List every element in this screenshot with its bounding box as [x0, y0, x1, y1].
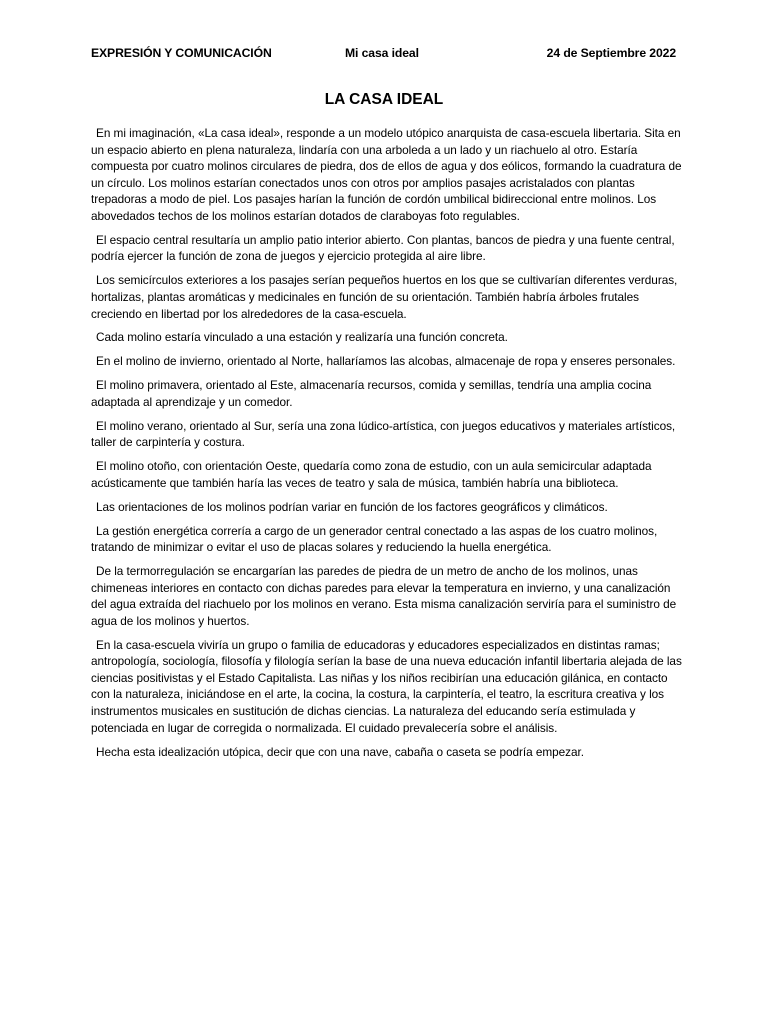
paragraph: En mi imaginación, «La casa ideal», responde a un modelo utópico anarquista de casa-escuela libertaria. Sita en un espacio abierto en plena naturaleza, lindaría con una arboleda a un lado y un riachuelo al otro. Estaría compuesta por cuatro molinos circulares de piedra, dos de ellos de agua y dos eólicos, formando la cuadratura de un círculo. Los molinos estarían conectados unos con otros por amplios pasajes acristalados con plantas trepadoras a modo de piel. Los pasajes harían la función de cordón umbilical bidireccional entre molinos. Los abovedados techos de los molinos estarían dotados de claraboyas foto regulables. — [91, 126, 682, 223]
paragraph: Cada molino estaría vinculado a una estación y realizaría una función concreta. — [96, 330, 508, 345]
header-date: 24 de Septiembre 2022 — [546, 46, 676, 60]
paragraph: El espacio central resultaría un amplio patio interior abierto. Con plantas, bancos de piedra y una fuente central, podría ejercer la función de zona de juegos y ejercicio protegida al aire libre. — [91, 232, 675, 264]
header-title: Mi casa ideal — [345, 46, 419, 60]
document-title: LA CASA IDEAL — [324, 91, 444, 108]
paragraph: El molino primavera, orientado al Este, almacenaría recursos, comida y semillas, tendría una amplia cocina adaptada al aprendizaje y un comedor. — [91, 378, 652, 409]
paragraph: Los semicírculos exteriores a los pasajes serían pequeños huertos en los que se cultivarían diferentes verduras, hortalizas, plantas aromáticas y medicinales en función de su orientación. También habría árboles frutales creciendo en libertad por los alrededores de la casa-escuela. — [91, 273, 678, 321]
paragraph: Las orientaciones de los molinos podrían variar en función de los factores geográficos y climáticos. — [96, 499, 608, 514]
page-header — [91, 44, 676, 62]
paragraph: En el molino de invierno, orientado al Norte, hallaríamos las alcobas, almacenaje de ropa y enseres personales. — [96, 354, 676, 369]
header-subject: EXPRESIÓN Y COMUNICACIÓN — [91, 46, 272, 60]
paragraph: El molino verano, orientado al Sur, sería una zona lúdico-artística, con juegos educativos y materiales artísticos, taller de carpintería y costura. — [91, 418, 676, 450]
paragraph: Hecha esta idealización utópica, decir que con una nave, cabaña o caseta se podría empezar. — [96, 744, 584, 759]
document-body — [91, 125, 685, 767]
paragraph: De la termorregulación se encargarían las paredes de piedra de un metro de ancho de los molinos, unas chimeneas interiores en contacto con dichas paredes para elevar la temperatura en invierno, y una canalización del agua extraída del riachuelo por los molinos en verano. Esta misma canalización serviría para el suministro de agua de los molinos y huertos. — [91, 564, 677, 628]
paragraph: En la casa-escuela viviría un grupo o familia de educadoras y educadores especializados en distintas ramas; antropología, sociología, filosofía y filología serían la base de una nueva educación infantil libertaria alejada de las ciencias positivistas y el Estado Capitalista. Las niñas y los niños recibirían una educación gilánica, en contacto con la naturaleza, iniciándose en el arte, la cocina, la costura, la carpintería, el teatro, la escritura creativa y los instrumentos musicales en sustitución de dichas ciencias. La naturaleza del educando sería estimulada y potenciada en lugar de corregida o normalizada. El cuidado prevalecería sobre el análisis. — [91, 637, 682, 735]
paragraph: La gestión energética correría a cargo de un generador central conectado a las aspas de los cuatro molinos, tratando de minimizar o evitar el uso de placas solares y reduciendo la huella energética. — [91, 523, 658, 555]
paragraph: El molino otoño, con orientación Oeste, quedaría como zona de estudio, con un aula semicircular adaptada acústicamente que también haría las veces de teatro y sala de música, también habría una biblioteca. — [91, 459, 652, 490]
